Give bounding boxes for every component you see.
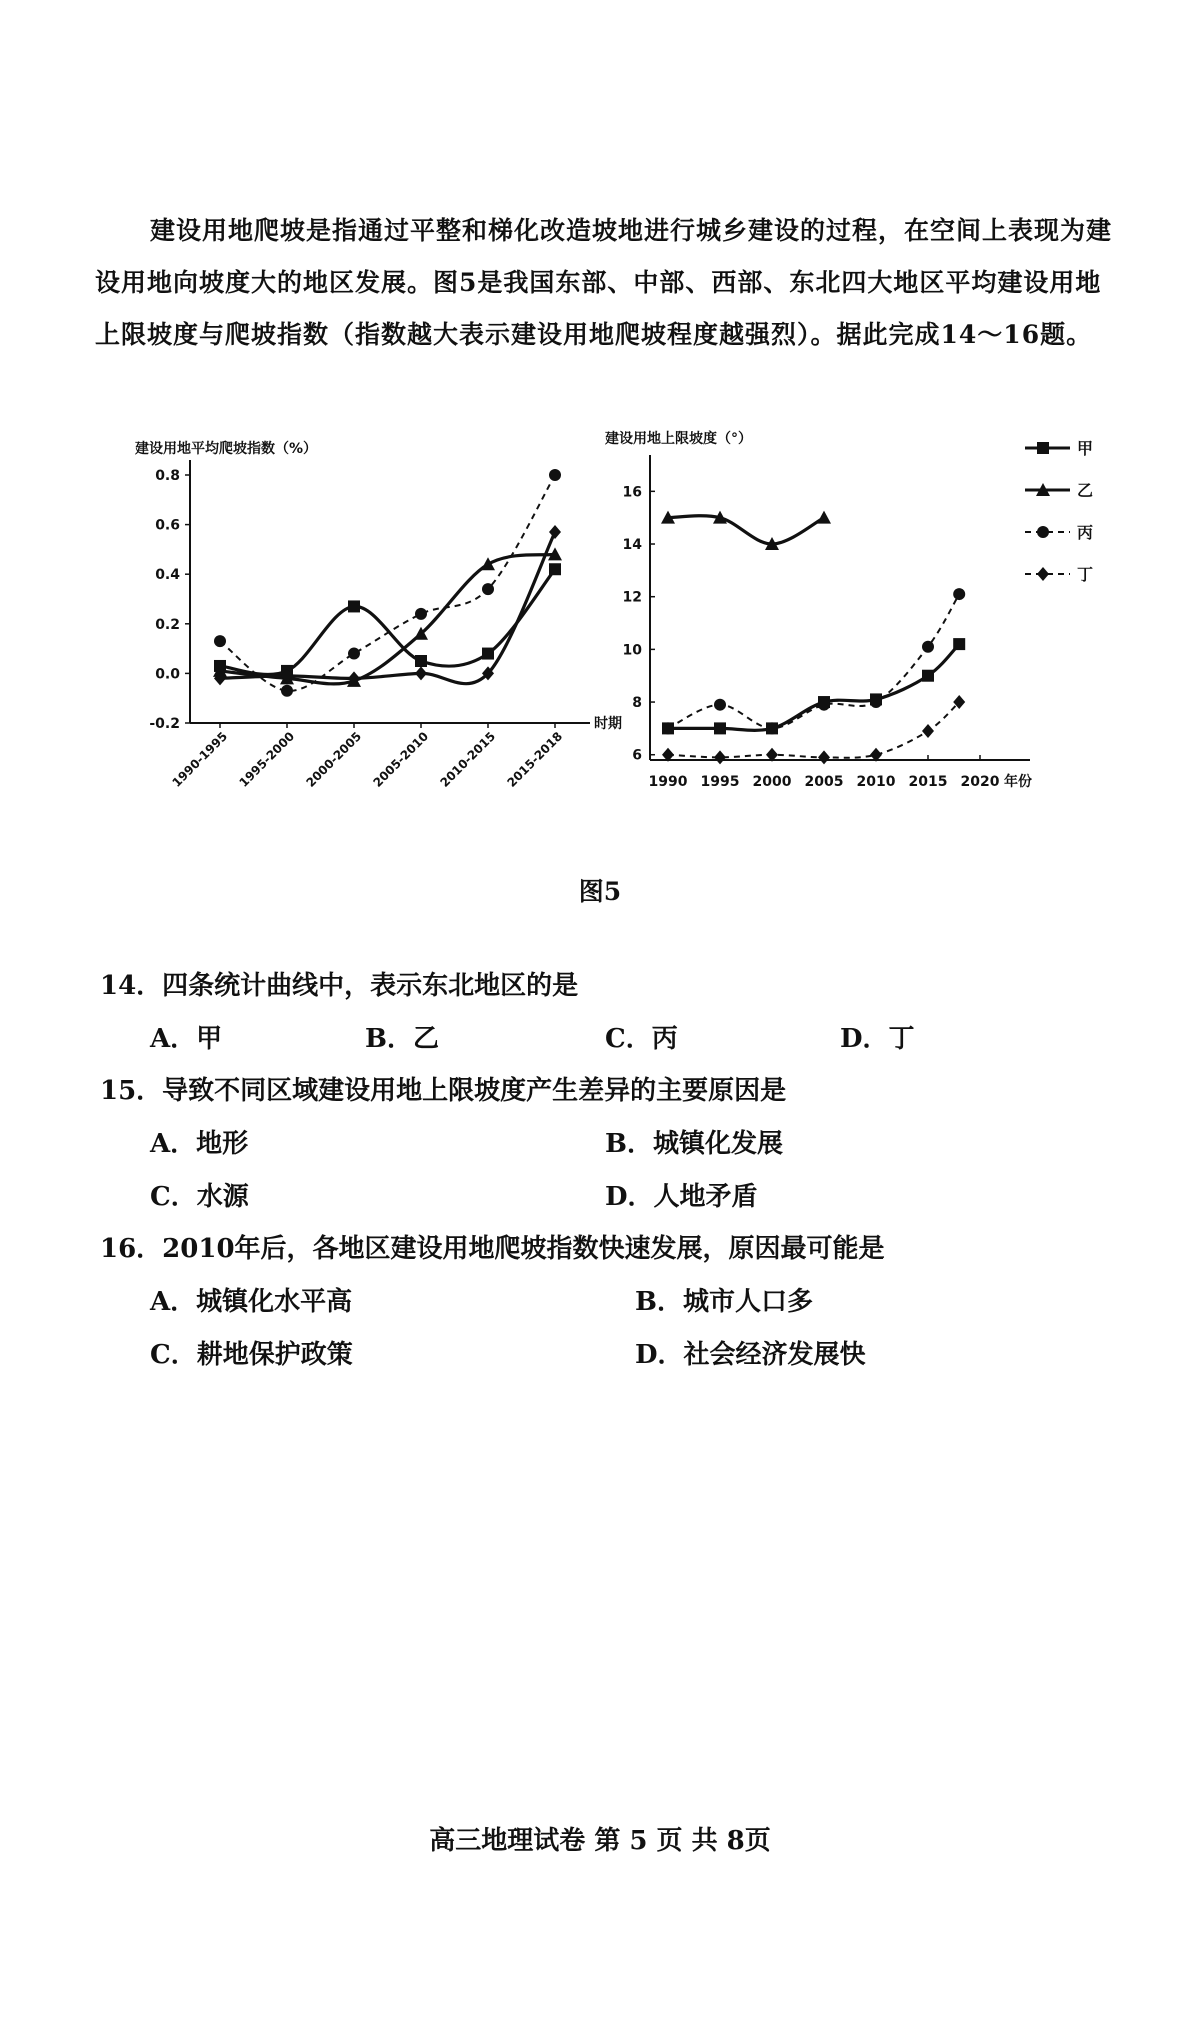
intro-paragraph bbox=[95, 205, 1115, 361]
chart2-series-line-乙 bbox=[668, 516, 824, 544]
question-14-stem: 14．四条统计曲线中，表示东北地区的是 bbox=[100, 971, 579, 1001]
chart2-y-tick-label: 6 bbox=[632, 747, 642, 764]
chart2-point-丙 bbox=[714, 699, 726, 711]
chart1-x-tick-label: 2005-2010 bbox=[370, 729, 432, 790]
page-footer: 高三地理试卷 第 5 页 共 8页 bbox=[429, 1826, 771, 1856]
chart1-x-title: 时期 bbox=[594, 716, 622, 732]
chart2-point-甲 bbox=[953, 638, 965, 650]
chart1-y-title: 建设用地平均爬坡指数（%） bbox=[135, 441, 318, 457]
chart2-point-丙 bbox=[662, 722, 674, 734]
q15-option-b[interactable]: B．城镇化发展 bbox=[605, 1129, 783, 1159]
chart1-y-tick-label: 0.6 bbox=[155, 517, 180, 534]
chart2-y-tick-label: 10 bbox=[622, 642, 642, 659]
question-16-stem: 16．2010年后，各地区建设用地爬坡指数快速发展，原因最可能是 bbox=[100, 1234, 885, 1264]
chart2-x-title: 年份 bbox=[1004, 774, 1032, 790]
chart2-x-tick-label: 2000 bbox=[752, 774, 792, 790]
chart2-x-tick-label: 2015 bbox=[908, 774, 948, 790]
chart2-point-丁 bbox=[818, 750, 830, 764]
chart2-point-乙 bbox=[817, 511, 831, 524]
chart1-y-tick-label: 0.4 bbox=[155, 567, 180, 584]
chart2-series-line-丙 bbox=[668, 594, 959, 728]
q14-option-c[interactable]: C．丙 bbox=[605, 1024, 678, 1054]
chart2-point-丁 bbox=[714, 750, 726, 764]
q14-option-a[interactable]: A．甲 bbox=[150, 1024, 223, 1054]
q16-option-c[interactable]: C．耕地保护政策 bbox=[150, 1340, 353, 1370]
chart2-y-tick-label: 12 bbox=[622, 589, 642, 606]
q14-option-d[interactable]: D．丁 bbox=[840, 1024, 915, 1054]
chart2-point-丁 bbox=[922, 724, 934, 738]
chart2-point-丙 bbox=[922, 641, 934, 653]
chart1-point-甲 bbox=[549, 563, 561, 575]
chart2-y-tick-label: 14 bbox=[622, 537, 642, 554]
chart2-point-丙 bbox=[953, 588, 965, 600]
chart1-point-丙 bbox=[549, 469, 561, 481]
q15-option-a[interactable]: A．地形 bbox=[150, 1129, 249, 1159]
q14-option-b[interactable]: B．乙 bbox=[365, 1024, 439, 1054]
chart-climb-index bbox=[135, 440, 622, 790]
chart1-point-甲 bbox=[348, 600, 360, 612]
figure-caption: 图5 bbox=[578, 877, 622, 906]
chart1-point-丙 bbox=[415, 608, 427, 620]
chart2-legend-marker-甲 bbox=[1037, 442, 1049, 454]
chart2-x-tick-label: 1990 bbox=[648, 774, 688, 790]
chart2-y-title: 建设用地上限坡度（°） bbox=[605, 431, 752, 447]
q16-option-b[interactable]: B．城市人口多 bbox=[635, 1287, 813, 1317]
chart1-x-tick-label: 1990-1995 bbox=[169, 729, 231, 790]
q15-option-c[interactable]: C．水源 bbox=[150, 1182, 249, 1212]
chart1-y-tick-label: 0.8 bbox=[155, 468, 180, 484]
chart1-series-line-乙 bbox=[220, 554, 555, 684]
chart1-point-丙 bbox=[281, 685, 293, 697]
chart2-point-丙 bbox=[766, 722, 778, 734]
chart2-y-tick-label: 8 bbox=[632, 695, 642, 712]
chart2-point-丙 bbox=[818, 699, 830, 711]
chart1-point-丁 bbox=[415, 666, 427, 680]
chart1-point-丙 bbox=[482, 583, 494, 595]
chart1-point-乙 bbox=[481, 557, 495, 570]
chart1-point-丙 bbox=[348, 648, 360, 660]
chart1-y-tick-label: -0.2 bbox=[149, 716, 180, 732]
chart1-y-tick-label: 0.0 bbox=[155, 666, 180, 683]
chart-upper-slope bbox=[605, 430, 1093, 790]
chart2-legend-label-甲: 甲 bbox=[1077, 439, 1094, 458]
intro-text: 建设用地爬坡是指通过平整和梯化改造坡地进行城乡建设的过程，在空间上表现为建设用地向坡度大的地区发展。图5是我国东部、中部、西部、东北四大地区平均建设用地上限坡度与爬坡指数（指数越大表示建设用地爬坡程度越强烈）。据此完成14～16题。 bbox=[95, 216, 1113, 349]
chart1-point-丁 bbox=[549, 525, 561, 539]
q16-option-a[interactable]: A．城镇化水平高 bbox=[150, 1287, 353, 1317]
chart2-x-tick-label: 2020 bbox=[960, 774, 1000, 790]
chart2-x-tick-label: 1995 bbox=[700, 774, 740, 790]
chart1-y-tick-label: 0.2 bbox=[155, 616, 180, 633]
chart2-point-丙 bbox=[870, 696, 882, 708]
chart1-x-tick-label: 2015-2018 bbox=[504, 729, 566, 790]
chart2-x-tick-label: 2005 bbox=[804, 774, 844, 790]
chart2-point-甲 bbox=[922, 670, 934, 682]
chart1-point-丙 bbox=[214, 635, 226, 647]
chart2-legend-label-乙: 乙 bbox=[1077, 481, 1094, 500]
chart2-legend-label-丙: 丙 bbox=[1077, 523, 1094, 542]
chart1-x-tick-label: 1995-2000 bbox=[236, 729, 298, 790]
chart1-point-甲 bbox=[415, 655, 427, 667]
chart1-series-line-甲 bbox=[220, 569, 555, 674]
chart1-x-tick-label: 2000-2005 bbox=[303, 729, 365, 790]
chart2-x-tick-label: 2010 bbox=[856, 774, 896, 790]
chart2-series-line-甲 bbox=[668, 644, 959, 730]
figure-5 bbox=[120, 430, 1120, 830]
chart2-point-甲 bbox=[714, 722, 726, 734]
chart2-legend-marker-丁 bbox=[1037, 567, 1049, 581]
q15-option-d[interactable]: D．人地矛盾 bbox=[605, 1182, 758, 1212]
question-15-stem: 15．导致不同区域建设用地上限坡度产生差异的主要原因是 bbox=[100, 1076, 787, 1106]
chart2-y-tick-label: 16 bbox=[622, 484, 642, 501]
chart2-legend-marker-丙 bbox=[1037, 526, 1049, 538]
chart1-point-甲 bbox=[482, 648, 494, 660]
chart1-x-tick-label: 2010-2015 bbox=[437, 729, 499, 790]
chart1-series-line-丙 bbox=[220, 475, 555, 691]
q16-option-d[interactable]: D．社会经济发展快 bbox=[635, 1340, 866, 1370]
chart2-legend-label-丁: 丁 bbox=[1077, 565, 1094, 584]
